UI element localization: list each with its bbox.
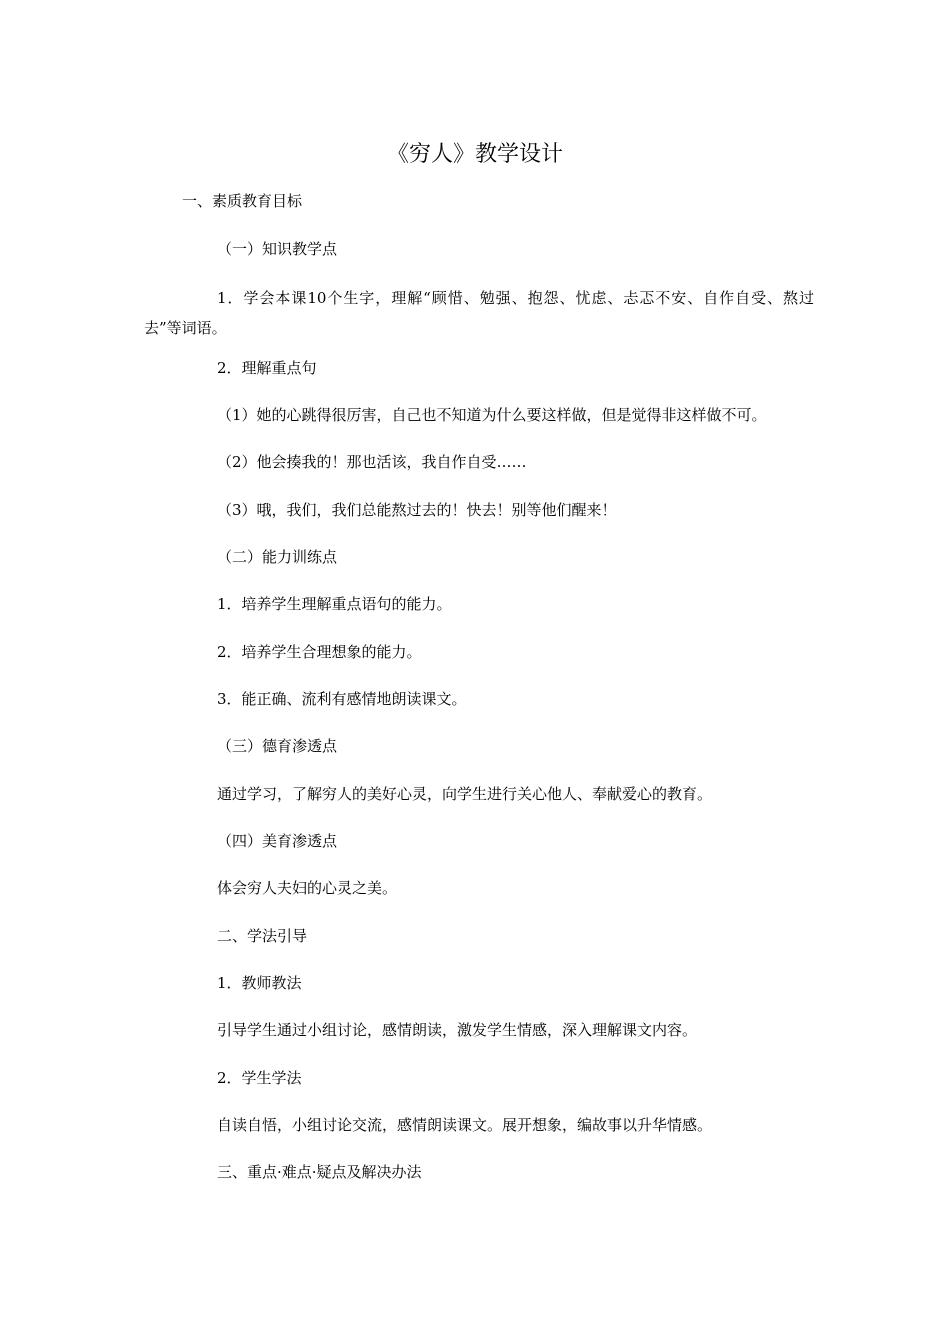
subsection-heading-moral: （三）德育渗透点 [217, 737, 338, 755]
teaching-method-paragraph: 引导学生通过小组讨论，感情朗读，激发学生情感，深入理解课文内容。 [217, 1021, 698, 1039]
list-item-key-sentences: 2．理解重点句 [217, 359, 317, 377]
subsection-heading-ability: （二）能力训练点 [217, 548, 338, 566]
document-title: 《穷人》教学设计 [386, 142, 563, 167]
paragraph-vocabulary: 1．学会本课10个生字，理解“顾惜、勉强、抱怨、忧虑、忐忑不安、自作自受、熬过去”等词语。 [144, 289, 814, 337]
ability-item-2: 2．培养学生合理想象的能力。 [217, 643, 422, 661]
learning-method-heading: 2．学生学法 [217, 1069, 302, 1087]
ability-item-3: 3．能正确、流利有感情地朗读课文。 [217, 690, 467, 708]
teaching-method-heading: 1．教师教法 [217, 974, 302, 992]
subsection-heading-aesthetic: （四）美育渗透点 [217, 832, 338, 850]
key-sentence-1: （1）她的心跳得很厉害，自己也不知道为什么要这样做，但是觉得非这样做不可。 [217, 406, 767, 424]
subsection-heading-knowledge: （一）知识教学点 [217, 240, 338, 258]
section-heading-1: 一、素质教育目标 [182, 192, 303, 210]
ability-item-1: 1．培养学生理解重点语句的能力。 [217, 595, 452, 613]
learning-method-paragraph: 自读自悟，小组讨论交流，感情朗读课文。展开想象，编故事以升华情感。 [217, 1116, 713, 1134]
key-sentence-3: （3）哦，我们，我们总能熬过去的！快去！别等他们醒来！ [217, 501, 617, 519]
aesthetic-paragraph: 体会穷人夫妇的心灵之美。 [217, 879, 398, 897]
key-sentence-2: （2）他会揍我的！那也活该，我自作自受…… [217, 453, 527, 471]
section-heading-2: 二、学法引导 [217, 927, 308, 945]
section-heading-3: 三、重点·难点·疑点及解决办法 [217, 1163, 422, 1181]
moral-paragraph: 通过学习，了解穷人的美好心灵，向学生进行关心他人、奉献爱心的教育。 [217, 785, 713, 803]
